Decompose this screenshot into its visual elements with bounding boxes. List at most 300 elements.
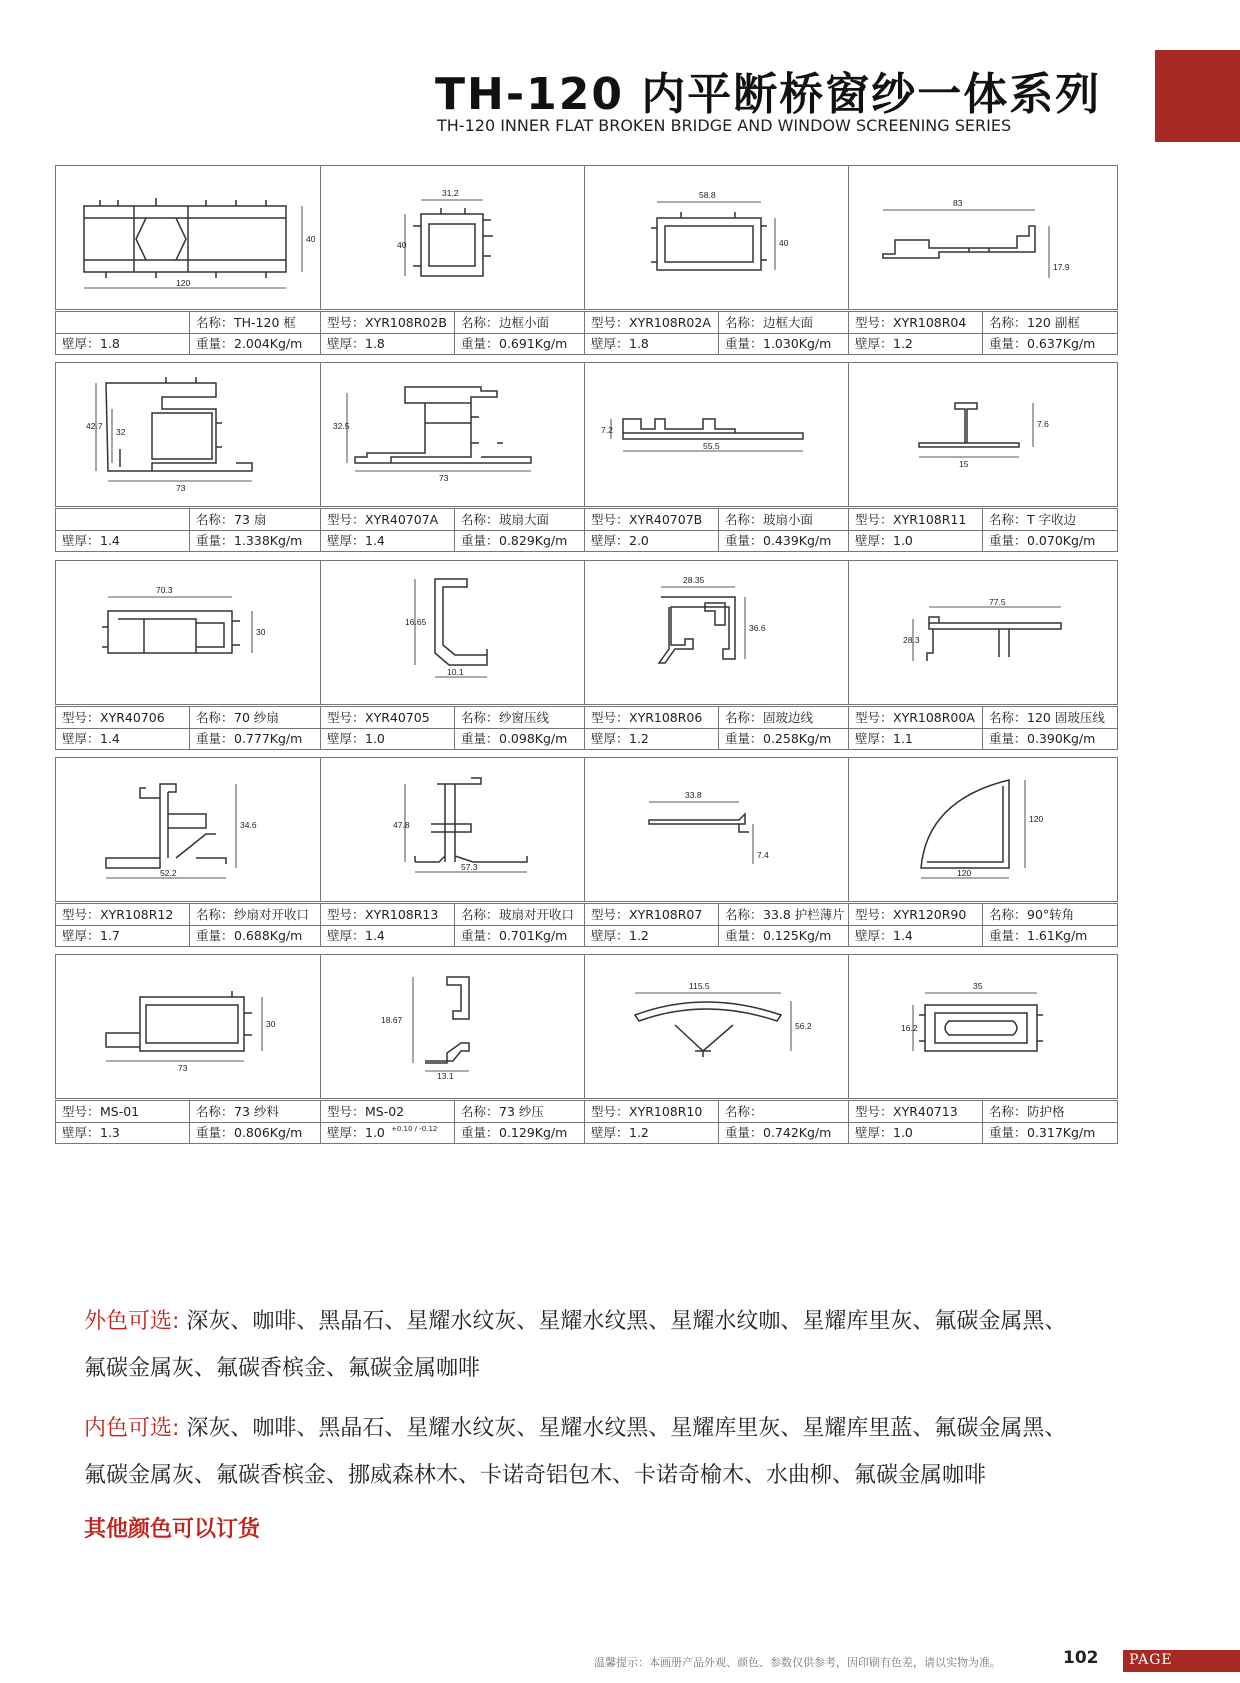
page-badge xyxy=(1123,1650,1240,1672)
model-cell xyxy=(585,312,719,333)
corner-accent-block xyxy=(1155,50,1240,142)
name-value: 33.8 护栏薄片 xyxy=(763,907,845,922)
thickness-cell xyxy=(585,728,719,749)
model-cell xyxy=(585,707,719,728)
dim-4-2: 32 xyxy=(116,427,126,437)
name-value: 边框大面 xyxy=(763,315,814,330)
dim-19-1: 16.2 xyxy=(901,1023,918,1033)
weight-cell xyxy=(983,925,1117,946)
product-card xyxy=(320,165,590,355)
weight-cell xyxy=(983,530,1117,551)
model-label: 型号： xyxy=(62,710,100,725)
dim-18-0: 115.5 xyxy=(689,981,710,991)
dim-9-1: 16.65 xyxy=(405,617,427,627)
weight-value: 0.390Kg/m xyxy=(1027,731,1096,746)
thickness-label: 壁厚： xyxy=(327,731,365,746)
dim-14-0: 33.8 xyxy=(685,790,702,800)
profile-svg xyxy=(56,561,324,704)
model-cell xyxy=(849,904,983,925)
name-value: 73 纱料 xyxy=(234,1104,279,1119)
dim-17-0: 13.1 xyxy=(437,1071,454,1081)
model-label: 型号： xyxy=(62,907,100,922)
weight-label: 重量： xyxy=(196,1125,234,1140)
model-cell xyxy=(56,707,190,728)
spec-row-model-name xyxy=(56,312,324,334)
outer-colors-list-1: 深灰、咖啡、黑晶石、星耀水纹灰、星耀水纹黑、星耀水纹咖、星耀库里灰、氟碳金属黑、 xyxy=(186,1309,1067,1334)
thickness-value: 1.0 xyxy=(893,1125,913,1140)
product-card xyxy=(55,362,325,552)
model-value: MS-01 xyxy=(100,1104,140,1119)
name-label: 名称： xyxy=(196,512,234,527)
model-cell xyxy=(849,509,983,530)
model-value: XYR108R12 xyxy=(100,907,174,922)
thickness-label: 壁厚： xyxy=(855,1125,893,1140)
outer-colors-list-2: 氟碳金属灰、氟碳香槟金、氟碳金属咖啡 xyxy=(84,1356,481,1381)
name-value: 70 纱扇 xyxy=(234,710,279,725)
dim-17-1: 18.67 xyxy=(381,1015,403,1025)
name-label: 名称： xyxy=(196,907,234,922)
name-cell xyxy=(455,707,589,728)
name-cell xyxy=(455,312,589,333)
thickness-value: 1.2 xyxy=(629,928,649,943)
spec-table xyxy=(584,903,854,947)
profile-svg xyxy=(585,955,853,1098)
profile-drawing xyxy=(55,165,325,310)
profile-drawing xyxy=(55,954,325,1099)
name-value: 120 固玻压线 xyxy=(1027,710,1105,725)
name-label: 名称： xyxy=(989,907,1027,922)
weight-cell xyxy=(190,333,324,354)
name-cell xyxy=(190,312,324,333)
product-card xyxy=(584,165,854,355)
weight-value: 0.701Kg/m xyxy=(499,928,568,943)
weight-value: 0.129Kg/m xyxy=(499,1125,568,1140)
spec-row-model-name xyxy=(849,312,1117,334)
name-cell xyxy=(190,904,324,925)
thickness-value: 1.4 xyxy=(365,533,385,548)
thickness-cell xyxy=(585,1122,719,1143)
model-value: XYR40706 xyxy=(100,710,165,725)
dim-5-0: 73 xyxy=(439,473,449,483)
weight-cell xyxy=(455,1122,589,1143)
product-card xyxy=(55,560,325,750)
profile-svg xyxy=(849,955,1117,1098)
model-value: XYR108R13 xyxy=(365,907,439,922)
weight-value: 1.338Kg/m xyxy=(234,533,303,548)
profile-drawing xyxy=(320,757,590,902)
profile-svg xyxy=(321,955,589,1098)
name-label: 名称： xyxy=(725,907,763,922)
profile-drawing xyxy=(584,954,854,1099)
name-label: 名称： xyxy=(725,315,763,330)
spec-row-model-name xyxy=(585,904,853,926)
thickness-cell xyxy=(321,1122,455,1143)
spec-row-thickness-weight xyxy=(321,333,589,354)
name-cell xyxy=(983,509,1117,530)
product-card xyxy=(584,757,854,947)
profile-drawing xyxy=(848,757,1118,902)
model-cell xyxy=(56,312,190,333)
product-card xyxy=(55,165,325,355)
dim-4-1: 42.7 xyxy=(86,421,103,431)
thickness-value: 2.0 xyxy=(629,533,649,548)
profile-svg xyxy=(849,561,1117,704)
dim-15-1: 120 xyxy=(1029,814,1044,824)
product-card xyxy=(848,362,1118,552)
model-value: XYR40707B xyxy=(629,512,703,527)
profile-svg xyxy=(585,166,853,309)
weight-label: 重量： xyxy=(725,731,763,746)
weight-label: 重量： xyxy=(196,533,234,548)
profile-drawing xyxy=(55,560,325,705)
weight-label: 重量： xyxy=(461,928,499,943)
weight-label: 重量： xyxy=(196,928,234,943)
weight-label: 重量： xyxy=(725,533,763,548)
dim-4-0: 73 xyxy=(176,483,186,493)
thickness-cell xyxy=(321,530,455,551)
thickness-cell xyxy=(585,333,719,354)
spec-table xyxy=(584,1100,854,1144)
weight-cell xyxy=(983,333,1117,354)
thickness-value: 1.0 xyxy=(893,533,913,548)
dim-14-1: 7.4 xyxy=(757,850,769,860)
thickness-cell xyxy=(585,925,719,946)
spec-row-thickness-weight xyxy=(585,530,853,551)
name-label: 名称： xyxy=(196,710,234,725)
dim-7-0: 15 xyxy=(959,459,969,469)
spec-row-thickness-weight xyxy=(321,530,589,551)
weight-cell xyxy=(455,728,589,749)
product-card xyxy=(584,362,854,552)
spec-table xyxy=(55,1100,325,1144)
name-value: 120 副框 xyxy=(1027,315,1080,330)
weight-label: 重量： xyxy=(725,1125,763,1140)
product-card xyxy=(320,362,590,552)
profile-drawing xyxy=(848,362,1118,507)
thickness-value: 1.4 xyxy=(893,928,913,943)
thickness-cell xyxy=(849,333,983,354)
model-cell xyxy=(849,312,983,333)
spec-table xyxy=(848,508,1118,552)
model-value: XYR40713 xyxy=(893,1104,958,1119)
dim-19-0: 35 xyxy=(973,981,983,991)
inner-colors-list-2: 氟碳金属灰、氟碳香槟金、挪威森林木、卡诺奇铝包木、卡诺奇榆木、水曲柳、氟碳金属咖啡 xyxy=(84,1463,987,1488)
weight-value: 0.691Kg/m xyxy=(499,336,568,351)
dim-8-0: 70.3 xyxy=(156,585,173,595)
thickness-label: 壁厚： xyxy=(62,731,100,746)
model-label: 型号： xyxy=(855,1104,893,1119)
model-cell xyxy=(56,904,190,925)
product-card xyxy=(55,954,325,1144)
thickness-label: 壁厚： xyxy=(591,1125,629,1140)
weight-value: 1.030Kg/m xyxy=(763,336,832,351)
weight-value: 0.688Kg/m xyxy=(234,928,303,943)
weight-value: 0.125Kg/m xyxy=(763,928,832,943)
thickness-cell xyxy=(849,1122,983,1143)
spec-row-model-name xyxy=(849,1101,1117,1123)
weight-label: 重量： xyxy=(461,533,499,548)
weight-label: 重量： xyxy=(989,533,1027,548)
thickness-label: 壁厚： xyxy=(591,731,629,746)
name-cell xyxy=(719,312,853,333)
model-value: XYR108R02B xyxy=(365,315,447,330)
name-cell xyxy=(455,1101,589,1122)
name-label: 名称： xyxy=(725,512,763,527)
dim-5-1: 32.5 xyxy=(333,421,350,431)
dim-1-1: 40 xyxy=(397,240,407,250)
model-cell xyxy=(321,509,455,530)
name-label: 名称： xyxy=(461,710,499,725)
profile-svg xyxy=(56,166,324,309)
thickness-value: 1.0 xyxy=(365,1125,385,1140)
model-label: 型号： xyxy=(591,315,629,330)
name-value: 固玻边线 xyxy=(763,710,814,725)
weight-cell xyxy=(455,333,589,354)
thickness-label: 壁厚： xyxy=(591,928,629,943)
spec-table xyxy=(848,706,1118,750)
thickness-cell xyxy=(585,530,719,551)
weight-cell xyxy=(190,728,324,749)
inner-colors-label: 内色可选: xyxy=(84,1416,180,1441)
thickness-value: 1.4 xyxy=(100,731,120,746)
spec-row-model-name xyxy=(321,1101,589,1123)
spec-row-thickness-weight xyxy=(849,530,1117,551)
spec-table xyxy=(320,508,590,552)
name-value: 玻扇小面 xyxy=(763,512,814,527)
name-value: 73 扇 xyxy=(234,512,267,527)
model-label: 型号： xyxy=(591,1104,629,1119)
profile-svg xyxy=(849,363,1117,506)
dim-1-0: 31.2 xyxy=(442,188,459,198)
name-value: 玻扇对开收口 xyxy=(499,907,575,922)
weight-cell xyxy=(983,1122,1117,1143)
profile-drawing xyxy=(848,954,1118,1099)
thickness-label: 壁厚： xyxy=(591,533,629,548)
thickness-label: 壁厚： xyxy=(62,1125,100,1140)
weight-label: 重量： xyxy=(725,336,763,351)
profile-drawing xyxy=(55,757,325,902)
dim-0-1: 40 xyxy=(306,234,316,244)
profile-drawing xyxy=(55,362,325,507)
dim-11-0: 77.5 xyxy=(989,597,1006,607)
dim-16-0: 73 xyxy=(178,1063,188,1073)
name-cell xyxy=(719,1101,853,1122)
weight-cell xyxy=(190,1122,324,1143)
model-label: 型号： xyxy=(855,710,893,725)
dim-3-0: 83 xyxy=(953,198,963,208)
thickness-label: 壁厚： xyxy=(327,928,365,943)
spec-row-thickness-weight xyxy=(585,333,853,354)
thickness-cell xyxy=(321,728,455,749)
name-label: 名称： xyxy=(196,1104,234,1119)
name-cell xyxy=(190,509,324,530)
profile-drawing xyxy=(584,165,854,310)
spec-table xyxy=(584,508,854,552)
spec-row-model-name xyxy=(585,509,853,531)
product-card xyxy=(584,954,854,1144)
profile-svg xyxy=(321,363,589,506)
spec-row-model-name xyxy=(321,509,589,531)
thickness-value: 1.4 xyxy=(100,533,120,548)
outer-colors-line2 xyxy=(84,1347,480,1391)
name-value: 防护格 xyxy=(1027,1104,1065,1119)
thickness-cell xyxy=(849,925,983,946)
weight-label: 重量： xyxy=(196,336,234,351)
thickness-value: 1.2 xyxy=(629,731,649,746)
model-value: XYR108R02A xyxy=(629,315,711,330)
name-value: 边框小面 xyxy=(499,315,550,330)
model-cell xyxy=(849,1101,983,1122)
name-label: 名称： xyxy=(989,1104,1027,1119)
spec-row-thickness-weight xyxy=(849,1122,1117,1143)
model-label: 型号： xyxy=(327,1104,365,1119)
thickness-value: 1.1 xyxy=(893,731,913,746)
spec-row-thickness-weight xyxy=(585,728,853,749)
name-cell xyxy=(190,707,324,728)
name-cell xyxy=(719,509,853,530)
spec-table xyxy=(55,706,325,750)
profile-svg xyxy=(56,758,324,901)
weight-cell xyxy=(190,925,324,946)
name-label: 名称： xyxy=(196,315,234,330)
weight-value: 0.098Kg/m xyxy=(499,731,568,746)
dim-6-1: 7.2 xyxy=(601,425,613,435)
profile-svg xyxy=(585,561,853,704)
weight-label: 重量： xyxy=(989,1125,1027,1140)
product-card xyxy=(320,757,590,947)
weight-cell xyxy=(719,333,853,354)
weight-cell xyxy=(455,925,589,946)
weight-label: 重量： xyxy=(725,928,763,943)
thickness-value: 1.8 xyxy=(365,336,385,351)
thickness-label: 壁厚： xyxy=(62,928,100,943)
weight-cell xyxy=(983,728,1117,749)
name-value: 73 纱压 xyxy=(499,1104,544,1119)
weight-label: 重量： xyxy=(461,336,499,351)
profile-svg xyxy=(321,561,589,704)
weight-cell xyxy=(719,1122,853,1143)
weight-value: 0.439Kg/m xyxy=(763,533,832,548)
dim-2-0: 58.8 xyxy=(699,190,716,200)
spec-row-thickness-weight xyxy=(849,925,1117,946)
profile-svg xyxy=(321,166,589,309)
name-label: 名称： xyxy=(461,512,499,527)
product-card xyxy=(320,954,590,1144)
model-cell xyxy=(849,707,983,728)
profile-svg xyxy=(321,758,589,901)
spec-table xyxy=(320,311,590,355)
name-cell xyxy=(983,312,1117,333)
name-cell xyxy=(983,707,1117,728)
spec-row-thickness-weight xyxy=(321,1122,589,1143)
weight-label: 重量： xyxy=(989,731,1027,746)
spec-row-thickness-weight xyxy=(585,925,853,946)
name-label: 名称： xyxy=(725,710,763,725)
name-value: 纱扇对开收口 xyxy=(234,907,310,922)
model-cell xyxy=(585,509,719,530)
profile-drawing xyxy=(320,954,590,1099)
spec-table xyxy=(55,508,325,552)
thickness-cell xyxy=(56,530,190,551)
inner-colors-line1 xyxy=(84,1407,1066,1451)
product-card xyxy=(848,757,1118,947)
weight-cell xyxy=(719,925,853,946)
inner-colors-list-1: 深灰、咖啡、黑晶石、星耀水纹灰、星耀水纹黑、星耀库里灰、星耀库里蓝、氟碳金属黑、 xyxy=(186,1416,1067,1441)
spec-table xyxy=(584,311,854,355)
thickness-tolerance: +0.10 / -0.12 xyxy=(391,1125,438,1133)
weight-cell xyxy=(719,530,853,551)
model-value: XYR40707A xyxy=(365,512,439,527)
weight-label: 重量： xyxy=(989,336,1027,351)
spec-table xyxy=(55,311,325,355)
spec-row-model-name xyxy=(585,312,853,334)
weight-cell xyxy=(190,530,324,551)
profile-svg xyxy=(849,166,1117,309)
name-label: 名称： xyxy=(461,315,499,330)
profile-svg xyxy=(585,363,853,506)
profile-drawing xyxy=(320,560,590,705)
thickness-value: 1.8 xyxy=(629,336,649,351)
model-cell xyxy=(321,1101,455,1122)
thickness-cell xyxy=(849,728,983,749)
weight-cell xyxy=(719,728,853,749)
dim-6-0: 55.5 xyxy=(703,441,720,451)
name-cell xyxy=(190,1101,324,1122)
spec-row-model-name xyxy=(321,904,589,926)
spec-row-model-name xyxy=(321,312,589,334)
weight-cell xyxy=(455,530,589,551)
name-cell xyxy=(719,707,853,728)
weight-value: 0.637Kg/m xyxy=(1027,336,1096,351)
thickness-label: 壁厚： xyxy=(62,336,100,351)
weight-value: 1.61Kg/m xyxy=(1027,928,1088,943)
model-label: 型号： xyxy=(62,1104,100,1119)
dim-13-0: 57.3 xyxy=(461,862,478,872)
spec-row-model-name xyxy=(56,707,324,729)
model-label: 型号： xyxy=(855,315,893,330)
model-cell xyxy=(56,509,190,530)
thickness-cell xyxy=(321,925,455,946)
model-value: XYR108R00A xyxy=(893,710,975,725)
product-card xyxy=(584,560,854,750)
model-value: XYR108R04 xyxy=(893,315,967,330)
spec-table xyxy=(320,1100,590,1144)
spec-table xyxy=(848,903,1118,947)
product-card xyxy=(848,165,1118,355)
spec-row-thickness-weight xyxy=(56,530,324,551)
name-cell xyxy=(455,904,589,925)
model-value: XYR108R07 xyxy=(629,907,703,922)
name-value: 90°转角 xyxy=(1027,907,1075,922)
page-number: 102 xyxy=(1063,1648,1099,1668)
thickness-label: 壁厚： xyxy=(327,336,365,351)
product-card xyxy=(55,757,325,947)
spec-row-thickness-weight xyxy=(849,333,1117,354)
model-value: XYR40705 xyxy=(365,710,430,725)
thickness-label: 壁厚： xyxy=(855,731,893,746)
thickness-cell xyxy=(56,333,190,354)
weight-value: 0.829Kg/m xyxy=(499,533,568,548)
name-value: T 字收边 xyxy=(1027,512,1077,527)
dim-8-1: 30 xyxy=(256,627,266,637)
profile-svg xyxy=(56,363,324,506)
weight-label: 重量： xyxy=(989,928,1027,943)
model-cell xyxy=(585,904,719,925)
weight-value: 0.070Kg/m xyxy=(1027,533,1096,548)
spec-table xyxy=(584,706,854,750)
name-value: 纱窗压线 xyxy=(499,710,550,725)
thickness-cell xyxy=(56,728,190,749)
